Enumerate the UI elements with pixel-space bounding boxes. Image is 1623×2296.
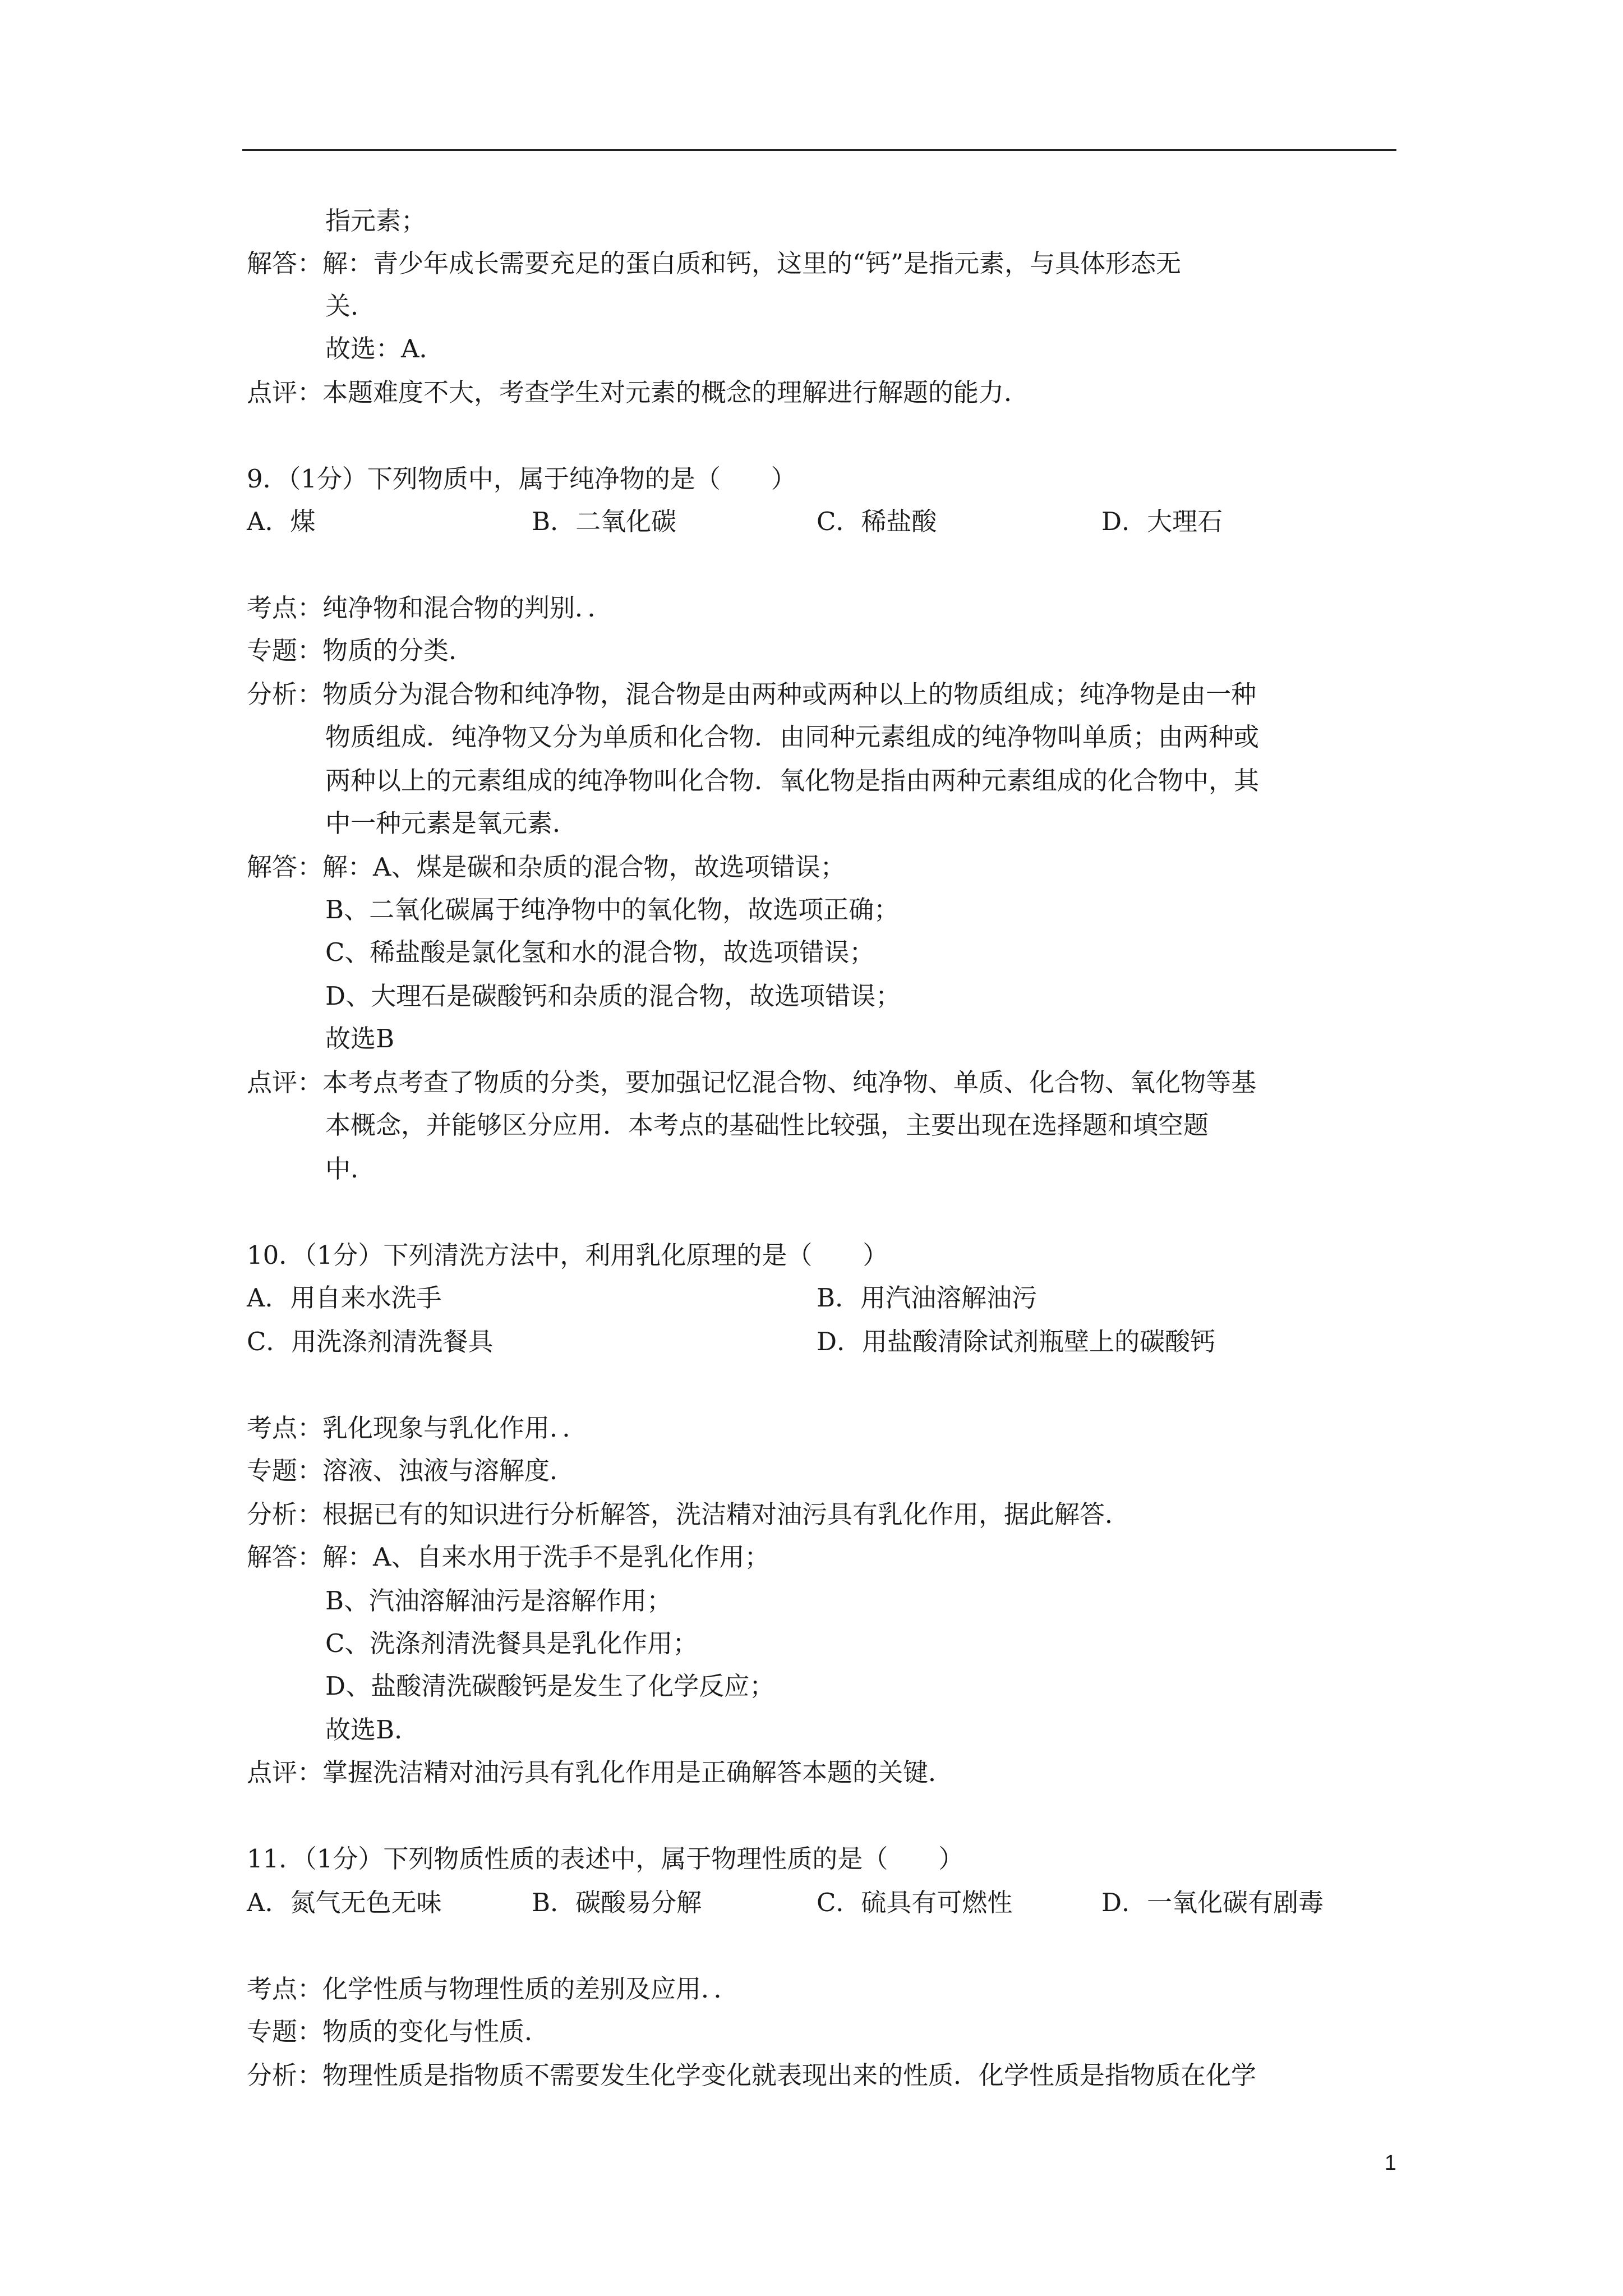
text-line: 物质组成．纯净物又分为单质和化合物．由同种元素组成的纯净物叫单质；由两种或 [325, 722, 1260, 752]
question-9-option-a: A．煤 [247, 507, 316, 536]
text-line: 解答：解：A、自来水用于洗手不是乳化作用； [247, 1542, 770, 1572]
text-line: 专题：物质的变化与性质． [247, 2017, 550, 2046]
text-line: 本概念，并能够区分应用．本考点的基础性比较强，主要出现在选择题和填空题 [325, 1110, 1209, 1140]
text-line: B、二氧化碳属于纯净物中的氧化物，故选项正确； [325, 895, 900, 924]
text-line: 考点：纯净物和混合物的判别．． [247, 593, 613, 623]
question-9-option-b: B．二氧化碳 [532, 507, 677, 536]
text-line: 两种以上的元素组成的纯净物叫化合物．氧化物是指由两种元素组成的化合物中，其 [325, 766, 1260, 795]
text-line: C、稀盐酸是氯化氢和水的混合物，故选项错误； [325, 937, 875, 967]
text-line: C、洗涤剂清洗餐具是乳化作用； [325, 1628, 698, 1658]
text-line: 中． [325, 1154, 376, 1184]
question-10-stem: 10．（1分）下列清洗方法中，利用乳化原理的是（ ） [247, 1240, 888, 1270]
text-line: B、汽油溶解油污是溶解作用； [325, 1586, 672, 1616]
text-line: 解答：解：青少年成长需要充足的蛋白质和钙，这里的“钙”是指元素，与具体形态无 [247, 249, 1182, 278]
text-line: 故选B [325, 1024, 395, 1053]
text-line: 点评：本考点考查了物质的分类，要加强记忆混合物、纯净物、单质、化合物、氧化物等基 [247, 1068, 1257, 1097]
question-10-option-d: D．用盐酸清除试剂瓶壁上的碳酸钙 [817, 1327, 1216, 1356]
text-line: 分析：根据已有的知识进行分析解答，洗洁精对油污具有乳化作用，据此解答． [247, 1499, 1131, 1529]
question-11-stem: 11．（1分）下列物质性质的表述中，属于物理性质的是（ ） [247, 1844, 964, 1874]
text-line: D、大理石是碳酸钙和杂质的混合物，故选项错误； [325, 981, 901, 1011]
text-line: D、盐酸清洗碳酸钙是发生了化学反应； [325, 1671, 775, 1701]
text-line: 中一种元素是氧元素． [325, 808, 578, 838]
question-11-option-b: B．碳酸易分解 [532, 1888, 702, 1917]
question-11-option-a: A．氮气无色无味 [247, 1888, 442, 1917]
text-line: 故选B． [325, 1715, 420, 1745]
question-10-option-b: B．用汽油溶解油污 [817, 1283, 1038, 1313]
text-line: 考点：乳化现象与乳化作用．． [247, 1413, 588, 1443]
text-line: 考点：化学性质与物理性质的差别及应用．． [247, 1974, 739, 2004]
page-number: 1 [1384, 2151, 1396, 2175]
question-9-option-d: D．大理石 [1101, 507, 1223, 536]
text-line: 分析：物质分为混合物和纯净物，混合物是由两种或两种以上的物质组成；纯净物是由一种 [247, 679, 1257, 709]
question-10-option-a: A．用自来水洗手 [247, 1283, 442, 1313]
question-9-option-c: C．稀盐酸 [817, 507, 937, 536]
text-line: 故选：A． [325, 334, 445, 364]
text-line: 专题：物质的分类． [247, 636, 474, 665]
text-line: 关． [325, 291, 376, 321]
question-10-option-c: C．用洗涤剂清洗餐具 [247, 1327, 494, 1356]
text-line: 分析：物理性质是指物质不需要发生化学变化就表现出来的性质．化学性质是指物质在化学 [247, 2060, 1257, 2090]
text-line: 指元素； [325, 206, 427, 236]
header-rule [242, 149, 1396, 151]
text-line: 专题：溶液、浊液与溶解度． [247, 1456, 575, 1485]
question-9-stem: 9．（1分）下列物质中，属于纯净物的是（ ） [247, 464, 796, 494]
text-line: 点评：本题难度不大，考查学生对元素的概念的理解进行解题的能力． [247, 378, 1030, 407]
question-11-option-d: D．一氧化碳有剧毒 [1101, 1888, 1324, 1917]
question-11-option-c: C．硫具有可燃性 [817, 1888, 1013, 1917]
text-line: 点评：掌握洗洁精对油污具有乳化作用是正确解答本题的关键． [247, 1757, 954, 1787]
text-line: 解答：解：A、煤是碳和杂质的混合物，故选项错误； [247, 852, 846, 882]
